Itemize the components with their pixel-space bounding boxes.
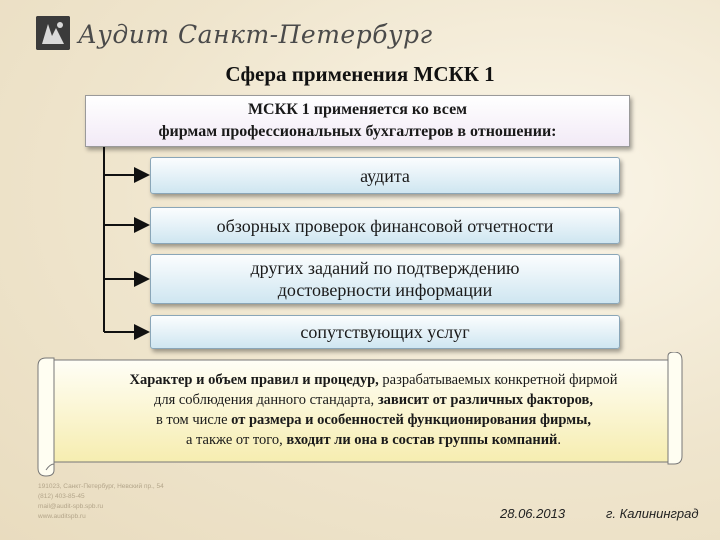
scope-item-label-2: достоверности информации	[277, 280, 493, 300]
note-l3-a: в том числе	[155, 412, 232, 428]
note-l4-bold: входит ли она в состав группы компаний	[286, 432, 558, 448]
scope-item-related-services	[150, 315, 620, 349]
address-line: (812) 403-85-45	[38, 493, 85, 500]
company-name: Аудит Санкт-Петербург	[78, 20, 433, 49]
heading-line-2: фирмам профессиональных бухгалтеров в отношении:	[158, 123, 557, 140]
scope-item-audit	[150, 157, 620, 194]
note-l1-rest: разрабатываемых конкретной фирмой	[378, 372, 618, 388]
note-text	[86, 370, 661, 450]
scope-item-label: других заданий по подтверждению	[250, 258, 520, 278]
footer-date: 28.06.2013	[500, 506, 566, 521]
scope-item-label: сопутствующих услуг	[300, 322, 470, 342]
footer-city: г. Калининград	[606, 506, 699, 521]
scope-item-reviews	[150, 207, 620, 244]
company-logo-icon	[36, 16, 70, 50]
note-l2-a: для соблюдения данного стандарта,	[153, 392, 378, 408]
note-l2-bold: зависит от различных факторов,	[377, 392, 594, 408]
slide-title: Сфера применения МСКК 1	[225, 62, 495, 86]
scope-item-label: аудита	[360, 165, 410, 186]
note-l4-end: .	[557, 432, 562, 448]
note-l1-bold: Характер и объем правил и процедур,	[129, 372, 379, 388]
address-line: mail@audit-spb.spb.ru	[38, 503, 104, 510]
note-l4-a: а также от того,	[185, 432, 287, 448]
address-line: 191023, Санкт-Петербург, Невский пр., 54	[38, 483, 164, 490]
scope-item-assurance	[150, 254, 620, 304]
address-line: www.auditspb.ru	[38, 513, 86, 520]
note-l3-bold: от размера и особенностей функционирования фирмы,	[231, 412, 592, 428]
scope-item-label: обзорных проверок финансовой отчетности	[216, 215, 554, 236]
footer-address	[38, 482, 164, 522]
scope-heading-box	[85, 95, 630, 147]
heading-line-1: МСКК 1 применяется ко всем	[247, 101, 468, 118]
note-scroll	[36, 352, 684, 477]
